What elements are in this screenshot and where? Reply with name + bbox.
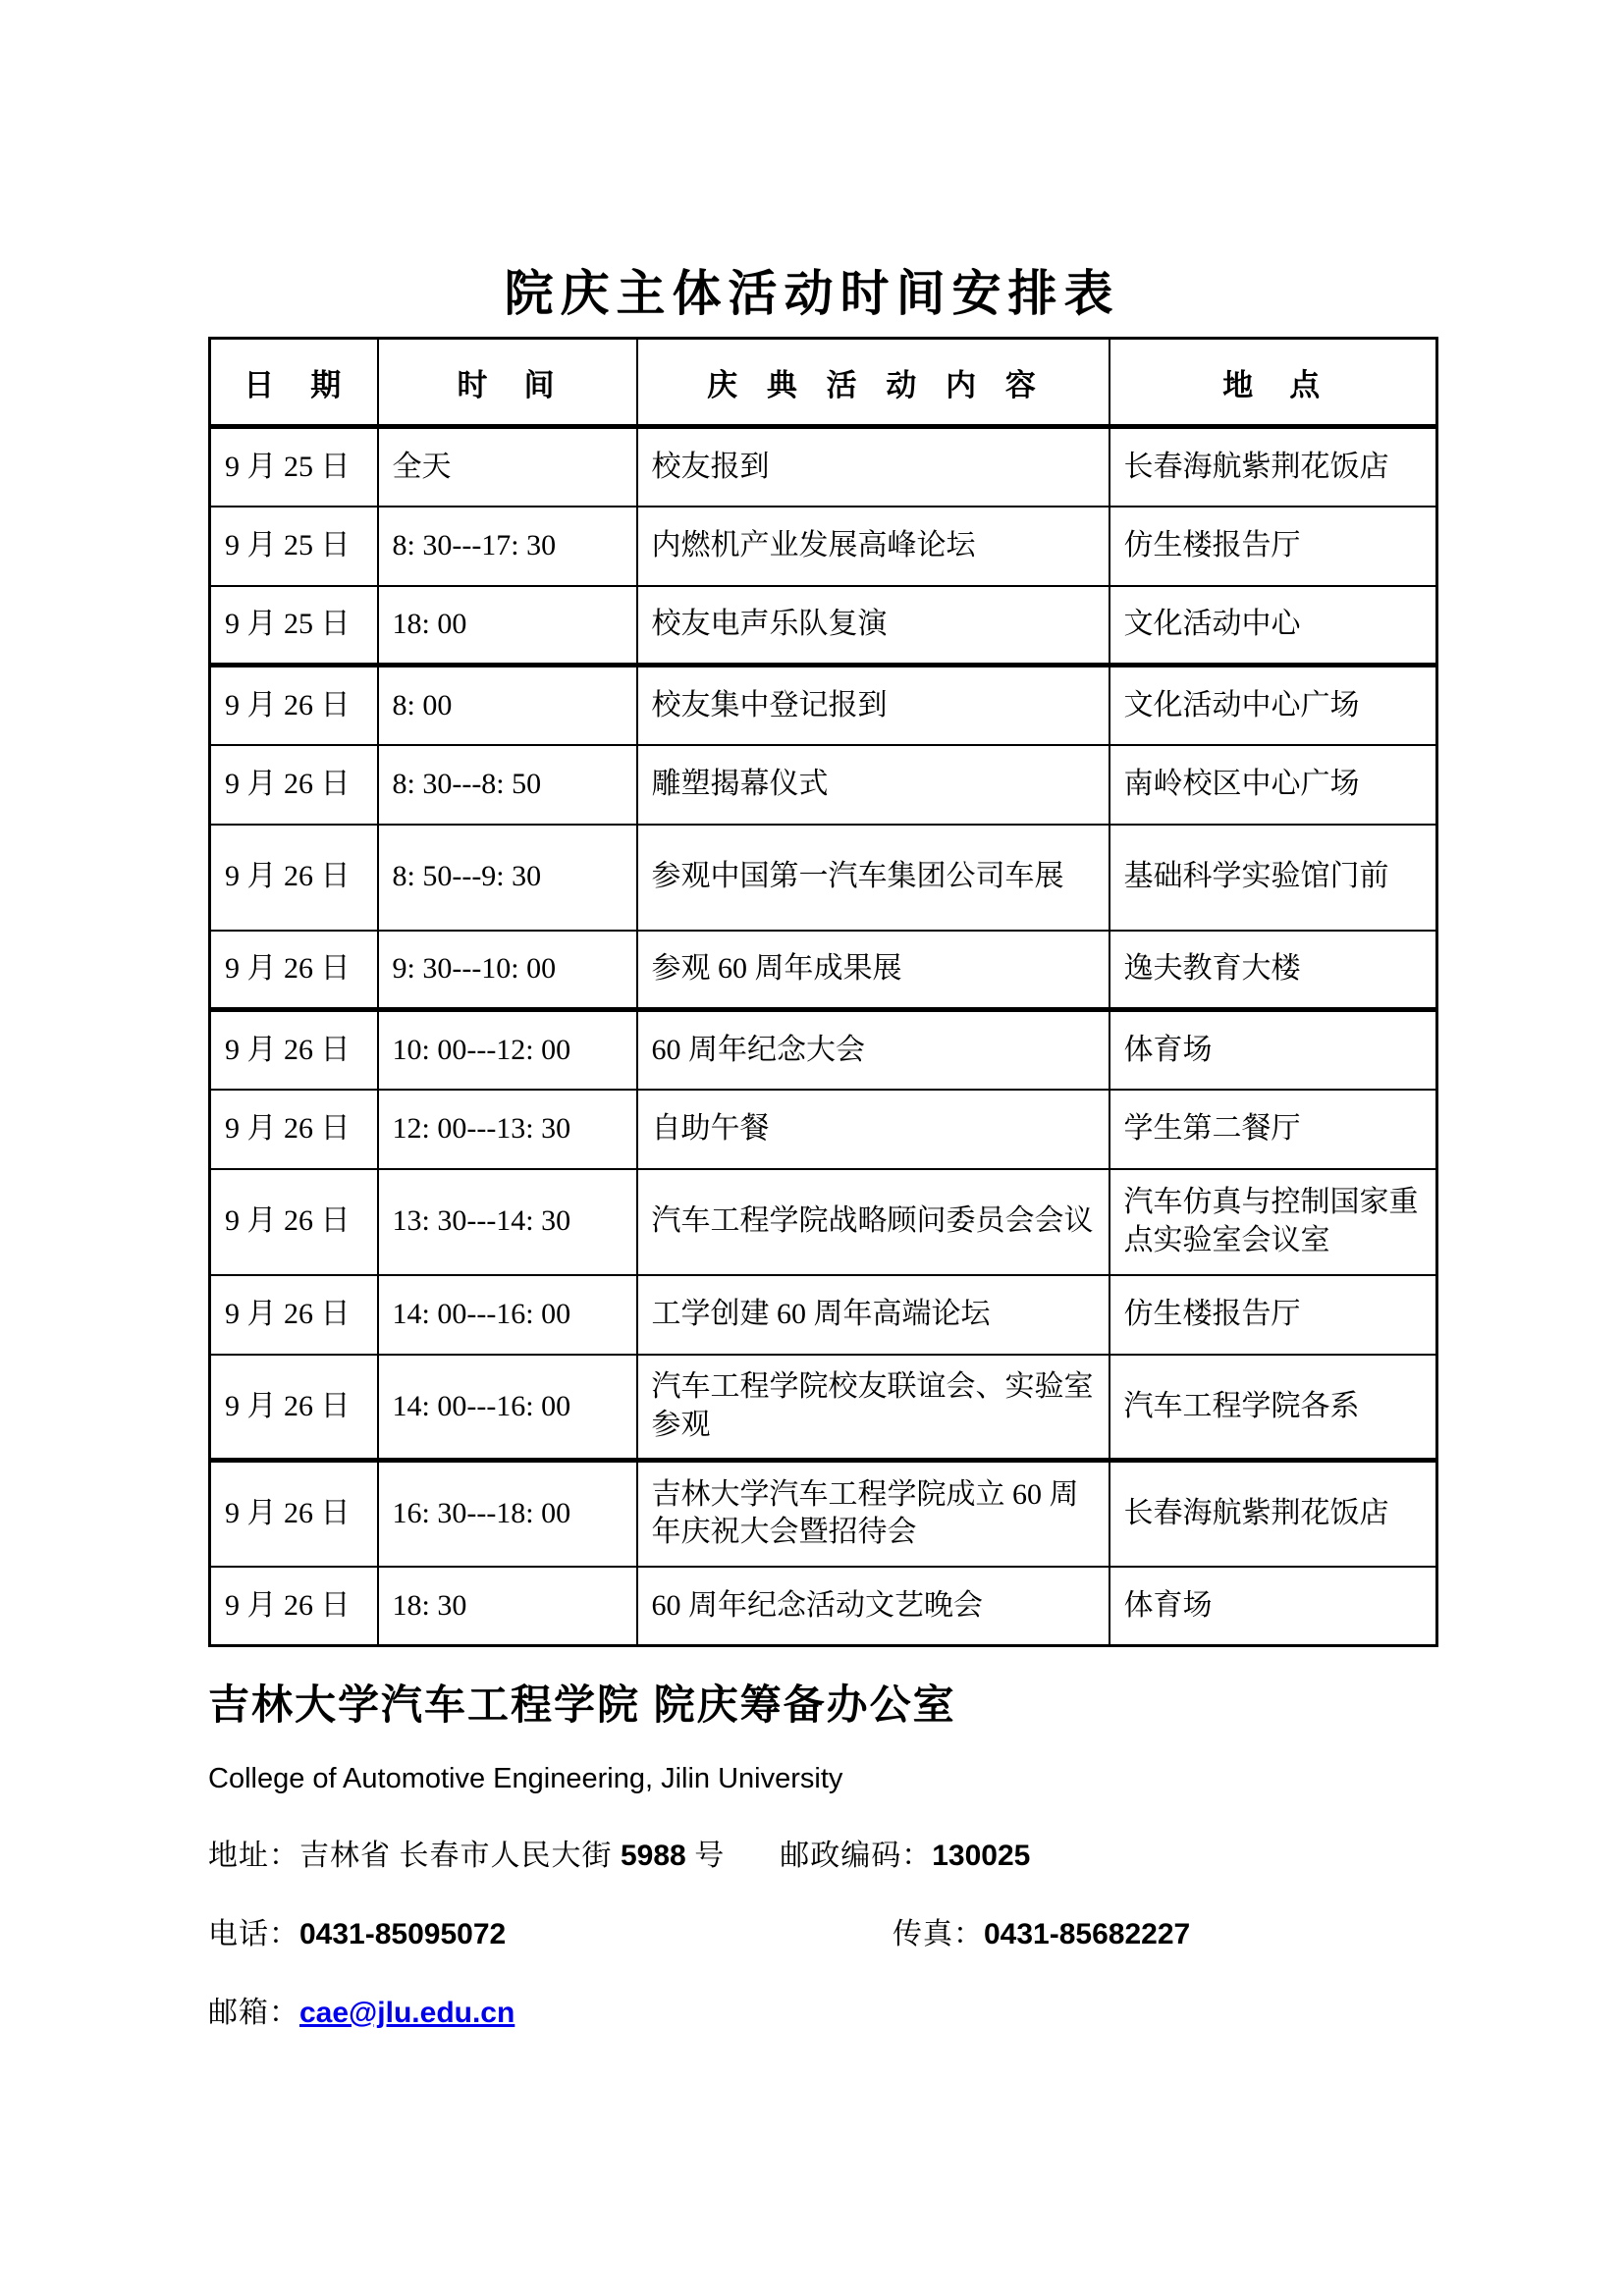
- location-cell: 基础科学实验馆门前: [1110, 825, 1437, 931]
- date-cell: 9 月 26 日: [210, 1355, 378, 1461]
- content-cell: 校友电声乐队复演: [637, 586, 1110, 666]
- location-cell: 长春海航紫荆花饭店: [1110, 1461, 1437, 1567]
- postal-value: 130025: [932, 1840, 1031, 1872]
- organization-name-cn: 吉林大学汽车工程学院 院庆筹备办公室: [208, 1682, 956, 1728]
- location-cell: 仿生楼报告厅: [1110, 507, 1437, 586]
- time-cell: 8: 30---8: 50: [378, 745, 637, 825]
- table-row: [210, 427, 1437, 507]
- location-cell: 仿生楼报告厅: [1110, 1275, 1437, 1355]
- email-link[interactable]: cae@jlu.edu.cn: [299, 1997, 515, 2029]
- location-cell: 逸夫教育大楼: [1110, 931, 1437, 1010]
- table-row: [210, 1355, 1437, 1461]
- date-cell: 9 月 26 日: [210, 745, 378, 825]
- time-cell: 14: 00---16: 00: [378, 1275, 637, 1355]
- date-cell: 9 月 26 日: [210, 1275, 378, 1355]
- location-cell: 文化活动中心: [1110, 586, 1437, 666]
- content-cell: 校友集中登记报到: [637, 666, 1110, 745]
- table-row: [210, 1010, 1437, 1090]
- content-cell: 60 周年纪念大会: [637, 1010, 1110, 1090]
- time-cell: 16: 30---18: 00: [378, 1461, 637, 1567]
- phone-label: 电话：: [208, 1918, 299, 1950]
- time-cell: 12: 00---13: 30: [378, 1090, 637, 1169]
- time-cell: 18: 00: [378, 586, 637, 666]
- address-place: 吉林省 长春市人民大街: [299, 1840, 613, 1872]
- table-row: [210, 825, 1437, 931]
- content-cell: 内燃机产业发展高峰论坛: [637, 507, 1110, 586]
- time-cell: 13: 30---14: 30: [378, 1169, 637, 1275]
- phone-value: 0431-85095072: [299, 1918, 507, 1950]
- table-row: [210, 1567, 1437, 1646]
- header-date: 日 期: [210, 339, 378, 427]
- location-cell: 文化活动中心广场: [1110, 666, 1437, 745]
- content-cell: 工学创建 60 周年高端论坛: [637, 1275, 1110, 1355]
- email-label: 邮箱：: [208, 1997, 299, 2029]
- time-cell: 8: 30---17: 30: [378, 507, 637, 586]
- address-unit: 号: [694, 1840, 726, 1872]
- schedule-table-header: [210, 339, 1437, 427]
- date-cell: 9 月 26 日: [210, 1169, 378, 1275]
- time-cell: 8: 00: [378, 666, 637, 745]
- schedule-table: [208, 337, 1438, 1647]
- table-row: [210, 507, 1437, 586]
- fax-label: 传真：: [893, 1918, 984, 1950]
- date-cell: 9 月 26 日: [210, 931, 378, 1010]
- time-cell: 9: 30---10: 00: [378, 931, 637, 1010]
- time-cell: 10: 00---12: 00: [378, 1010, 637, 1090]
- table-row: [210, 666, 1437, 745]
- date-cell: 9 月 26 日: [210, 666, 378, 745]
- header-location: 地 点: [1110, 339, 1437, 427]
- header-content: 庆 典 活 动 内 容: [637, 339, 1110, 427]
- table-row: [210, 586, 1437, 666]
- footer: [208, 1673, 1435, 2031]
- content-cell: 汽车工程学院战略顾问委员会会议: [637, 1169, 1110, 1275]
- content-cell: 自助午餐: [637, 1090, 1110, 1169]
- location-cell: 学生第二餐厅: [1110, 1090, 1437, 1169]
- content-cell: 60 周年纪念活动文艺晚会: [637, 1567, 1110, 1646]
- date-cell: 9 月 26 日: [210, 1461, 378, 1567]
- date-cell: 9 月 25 日: [210, 507, 378, 586]
- fax-value: 0431-85682227: [984, 1918, 1191, 1950]
- date-cell: 9 月 25 日: [210, 586, 378, 666]
- location-cell: 汽车工程学院各系: [1110, 1355, 1437, 1461]
- table-row: [210, 1090, 1437, 1169]
- phone-part: [208, 1909, 893, 1952]
- header-row: [210, 339, 1437, 427]
- content-cell: 参观 60 周年成果展: [637, 931, 1110, 1010]
- location-cell: 南岭校区中心广场: [1110, 745, 1437, 825]
- table-row: [210, 1275, 1437, 1355]
- page-title: 院庆主体活动时间安排表: [504, 266, 1120, 321]
- location-cell: 汽车仿真与控制国家重点实验室会议室: [1110, 1169, 1437, 1275]
- email-line: [208, 1988, 1435, 2031]
- address-number: 5988: [621, 1840, 686, 1872]
- table-row: [210, 745, 1437, 825]
- time-cell: 14: 00---16: 00: [378, 1355, 637, 1461]
- time-cell: 全天: [378, 427, 637, 507]
- date-cell: 9 月 26 日: [210, 1090, 378, 1169]
- table-row: [210, 1169, 1437, 1275]
- content-cell: 汽车工程学院校友联谊会、实验室参观: [637, 1355, 1110, 1461]
- content-cell: 雕塑揭幕仪式: [637, 745, 1110, 825]
- location-cell: 长春海航紫荆花饭店: [1110, 427, 1437, 507]
- phone-fax-line: [208, 1909, 1435, 1952]
- content-cell: 参观中国第一汽车集团公司车展: [637, 825, 1110, 931]
- table-row: [210, 931, 1437, 1010]
- date-cell: 9 月 26 日: [210, 1567, 378, 1646]
- content-cell: 吉林大学汽车工程学院成立 60 周年庆祝大会暨招待会: [637, 1461, 1110, 1567]
- location-cell: 体育场: [1110, 1567, 1437, 1646]
- location-cell: 体育场: [1110, 1010, 1437, 1090]
- date-cell: 9 月 26 日: [210, 825, 378, 931]
- address-line: [208, 1831, 1435, 1874]
- content-cell: 校友报到: [637, 427, 1110, 507]
- time-cell: 8: 50---9: 30: [378, 825, 637, 931]
- time-cell: 18: 30: [378, 1567, 637, 1646]
- fax-part: [893, 1909, 1190, 1952]
- schedule-table-body: [210, 427, 1437, 1646]
- address-label: 地址：: [208, 1840, 299, 1872]
- organization-name-en: College of Automotive Engineering, Jilin University: [208, 1763, 843, 1794]
- table-row: [210, 1461, 1437, 1567]
- header-time: 时 间: [378, 339, 637, 427]
- postal-label: 邮政编码：: [780, 1840, 933, 1872]
- date-cell: 9 月 26 日: [210, 1010, 378, 1090]
- date-cell: 9 月 25 日: [210, 427, 378, 507]
